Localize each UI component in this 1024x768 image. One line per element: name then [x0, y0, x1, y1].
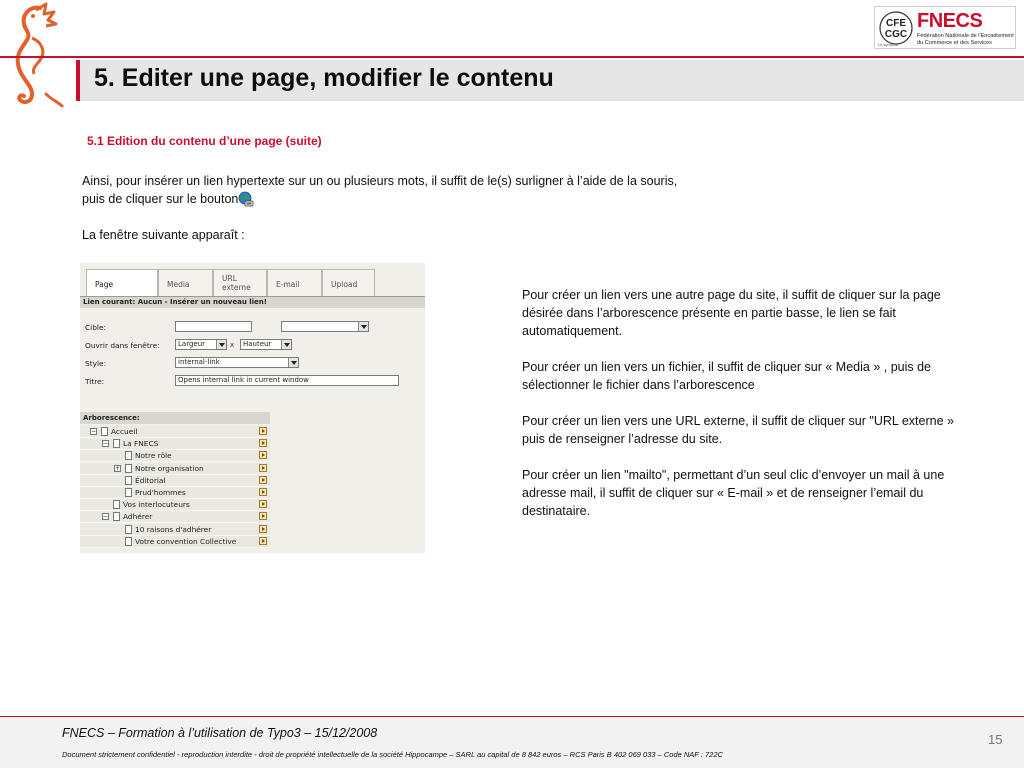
- footer-legal: Document strictement confidentiel - reproduction interdite - droit de propriété intellectuelle de la société Hippocampe – SARL au capital de 8 842 euros – RCS Paris B 402 069 033 – Code NAF : 722C: [62, 750, 723, 759]
- page-icon: [125, 525, 132, 534]
- tab-media[interactable]: Media: [158, 269, 213, 299]
- current-link-bar: Lien courant: Aucun - Insérer un nouveau lien!: [80, 297, 425, 308]
- page-icon: [113, 439, 120, 448]
- tree-item-label: 10 raisons d'adhérer: [135, 524, 212, 534]
- tree-item[interactable]: [80, 438, 270, 450]
- tab-url-externe[interactable]: URL externe: [213, 269, 267, 299]
- select-arrow-icon[interactable]: [259, 500, 267, 508]
- tree-item[interactable]: [80, 511, 270, 523]
- explanations: [522, 286, 972, 538]
- page-icon: [125, 488, 132, 497]
- collapse-icon[interactable]: −: [103, 440, 109, 448]
- select-arrow-icon[interactable]: [259, 476, 267, 484]
- tree-item[interactable]: [80, 475, 270, 487]
- titre-label: Titre:: [85, 377, 105, 386]
- tree-item[interactable]: [80, 487, 270, 499]
- fnecs-logo: [874, 6, 1016, 49]
- tree-item-label: Accueil: [111, 427, 138, 436]
- page-icon: [113, 512, 120, 521]
- svg-text:CFE: CFE: [886, 18, 906, 29]
- footer-title: FNECS – Formation à l’utilisation de Typo3 – 15/12/2008: [62, 726, 378, 740]
- page-icon: [101, 427, 108, 436]
- tree-item-label: Notre rôle: [135, 451, 172, 461]
- chevron-down-icon: [288, 358, 298, 367]
- style-label: Style:: [85, 359, 107, 368]
- tree-item-label: Vos interlocuteurs: [123, 500, 190, 510]
- cible-label: Cible:: [85, 323, 106, 332]
- window-label: Ouvrir dans fenêtre:: [85, 341, 160, 350]
- select-arrow-icon[interactable]: [259, 427, 267, 435]
- explanation-url: Pour créer un lien vers une URL externe, il suffit de cliquer sur "URL externe » puis de renseigner l’adresse du site.: [522, 414, 954, 446]
- fnecs-brand: FNECS: [917, 10, 983, 32]
- tree-item[interactable]: [80, 426, 270, 438]
- header-divider: [0, 56, 1024, 58]
- cfe-cgc-badge-icon: [878, 10, 914, 46]
- select-arrow-icon[interactable]: [259, 439, 267, 447]
- size-separator: x: [230, 341, 235, 349]
- tab-upload[interactable]: Upload: [322, 269, 375, 299]
- explanation-email: Pour créer un lien "mailto", permettant d’un seul clic d’envoyer un mail à une adresse mail, il suffit de cliquer sur « E-mail » et de renseigner l’email du destinataire.: [522, 468, 945, 518]
- chevron-down-icon: [281, 340, 291, 349]
- fnecs-subtitle: Fédération Nationale de l'Encadrement du Commerce et des Services: [917, 33, 1014, 46]
- tree-item[interactable]: [80, 536, 270, 548]
- page-icon: [125, 476, 132, 485]
- logo-tagline: Le syndicat: [878, 42, 899, 47]
- title-bar: [76, 60, 1024, 101]
- tree-item-label: Éditorial: [135, 475, 166, 485]
- link-type-tabs: [80, 267, 425, 299]
- tree-item-label: Votre convention Collective: [135, 536, 237, 546]
- tree-item-label: Adhérer: [123, 512, 153, 522]
- tab-page[interactable]: Page: [86, 269, 158, 300]
- tree-item[interactable]: [80, 499, 270, 511]
- select-arrow-icon[interactable]: [259, 464, 267, 472]
- cible-select[interactable]: [281, 321, 369, 332]
- expand-icon[interactable]: +: [115, 464, 121, 472]
- tree-item-label: La FNECS: [123, 439, 159, 449]
- collapse-icon[interactable]: −: [91, 428, 97, 435]
- page-icon: [113, 500, 120, 509]
- explanation-page: Pour créer un lien vers une autre page du site, il suffit de cliquer sur la page désirée dans l’arborescence présente en partie basse, le lien se fait automatiquement.: [522, 288, 941, 338]
- page-icon: [125, 464, 132, 473]
- height-select[interactable]: Hauteur: [240, 339, 292, 350]
- select-arrow-icon[interactable]: [259, 512, 267, 520]
- title-accent: [76, 60, 80, 101]
- page-number: 15: [988, 732, 1003, 747]
- link-dialog-screenshot: [80, 263, 425, 553]
- select-arrow-icon[interactable]: [259, 451, 267, 459]
- svg-text:CGC: CGC: [884, 29, 908, 40]
- tree-item[interactable]: [80, 524, 270, 536]
- tree-item[interactable]: [80, 463, 270, 475]
- tree-item-label: Notre organisation: [135, 463, 204, 473]
- titre-input[interactable]: Opens internal link in current window: [175, 375, 399, 386]
- chevron-down-icon: [358, 322, 368, 331]
- chevron-down-icon: [216, 340, 226, 349]
- tree-item[interactable]: [80, 450, 270, 462]
- tab-email[interactable]: E-mail: [267, 269, 322, 299]
- globe-link-icon: [238, 191, 254, 207]
- explanation-media: Pour créer un lien vers un fichier, il suffit de cliquer sur « Media » , puis de sélectionner le fichier dans l’arborescence: [522, 360, 932, 392]
- select-arrow-icon[interactable]: [259, 488, 267, 496]
- select-arrow-icon[interactable]: [259, 537, 267, 545]
- window-intro: La fenêtre suivante apparaît :: [82, 228, 245, 242]
- cible-input[interactable]: [175, 321, 252, 332]
- style-select[interactable]: internal-link: [175, 357, 299, 368]
- width-select[interactable]: Largeur: [175, 339, 227, 350]
- collapse-icon[interactable]: −: [103, 513, 109, 521]
- intro-paragraph: [82, 172, 692, 208]
- page-icon: [125, 537, 132, 546]
- footer: [0, 717, 1024, 768]
- section-title: 5.1 Edition du contenu d’une page (suite): [87, 134, 322, 148]
- intro-text: Ainsi, pour insérer un lien hypertexte sur un ou plusieurs mots, il suffit de le(s) surligner à l’aide de la souris, puis de cliquer sur le bouton: [82, 174, 678, 206]
- page-title: 5. Editer une page, modifier le contenu: [94, 64, 554, 92]
- tree-header: Arborescence:: [80, 412, 270, 424]
- tree-item-label: Prud'hommes: [135, 488, 186, 497]
- select-arrow-icon[interactable]: [259, 525, 267, 533]
- page-icon: [125, 451, 132, 460]
